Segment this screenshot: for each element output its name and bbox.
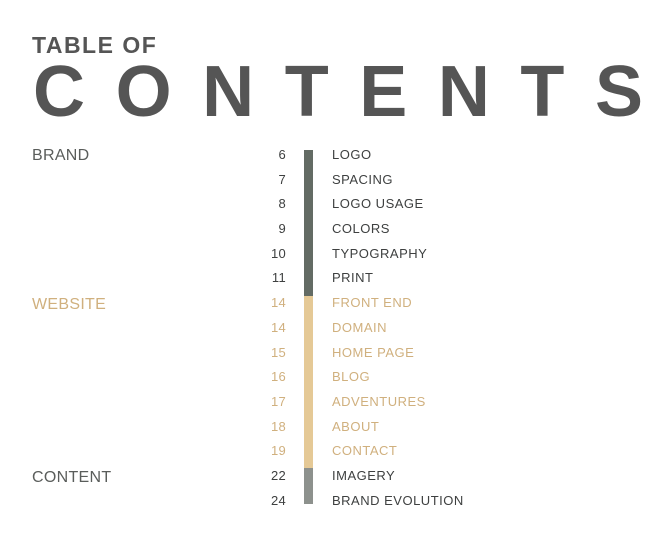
entry-title: ABOUT: [332, 419, 380, 434]
entry-page-number: 18: [270, 419, 286, 434]
entry-page-number: 6: [278, 147, 286, 162]
entry-title: LOGO: [332, 147, 372, 162]
entry-page-number: 10: [270, 246, 286, 261]
entry-page-number: 9: [278, 221, 286, 236]
title-letter: T: [284, 52, 329, 132]
entry-title: COLORS: [332, 221, 390, 236]
title-letter: T: [520, 52, 565, 132]
title-table-of: TABLE OF: [32, 32, 158, 58]
section-label-website: WEBSITE: [32, 296, 107, 313]
entry-title: LOGO USAGE: [332, 196, 424, 211]
entry-page-number: 16: [270, 369, 286, 384]
entry-page-number: 14: [270, 320, 286, 335]
section-label-brand: BRAND: [32, 147, 90, 164]
entry-title: CONTACT: [332, 443, 398, 458]
section-bar-brand: [304, 150, 313, 296]
entry-page-number: 14: [270, 295, 286, 310]
entry-title: IMAGERY: [332, 468, 396, 483]
entry-title: PRINT: [332, 270, 374, 285]
title-letter: O: [115, 52, 172, 132]
entry-page-number: 8: [278, 196, 286, 211]
title-contents: [33, 52, 643, 132]
entry-page-number: 22: [270, 468, 286, 483]
title-letter: N: [202, 52, 255, 132]
entry-title: HOME PAGE: [332, 345, 415, 360]
title-letter: C: [33, 52, 85, 132]
entry-page-number: 15: [270, 345, 286, 360]
title-letter: S: [594, 52, 643, 132]
section-label-content: CONTENT: [32, 469, 112, 486]
entry-title: TYPOGRAPHY: [332, 246, 428, 261]
entry-title: BLOG: [332, 369, 371, 384]
entry-page-number: 19: [270, 443, 286, 458]
entry-title: FRONT END: [332, 295, 413, 310]
entry-title: SPACING: [332, 172, 394, 187]
entry-title: BRAND EVOLUTION: [332, 493, 464, 508]
entry-title: DOMAIN: [332, 320, 387, 335]
title-letter: N: [437, 52, 490, 132]
entry-page-number: 17: [270, 394, 286, 409]
entry-page-number: 24: [270, 493, 286, 508]
entry-title: ADVENTURES: [332, 394, 426, 409]
entry-page-number: 11: [271, 270, 286, 285]
entry-page-number: 7: [278, 172, 286, 187]
section-bar-content: [304, 468, 313, 504]
section-bar-website: [304, 296, 313, 468]
title-letter: E: [359, 52, 408, 132]
